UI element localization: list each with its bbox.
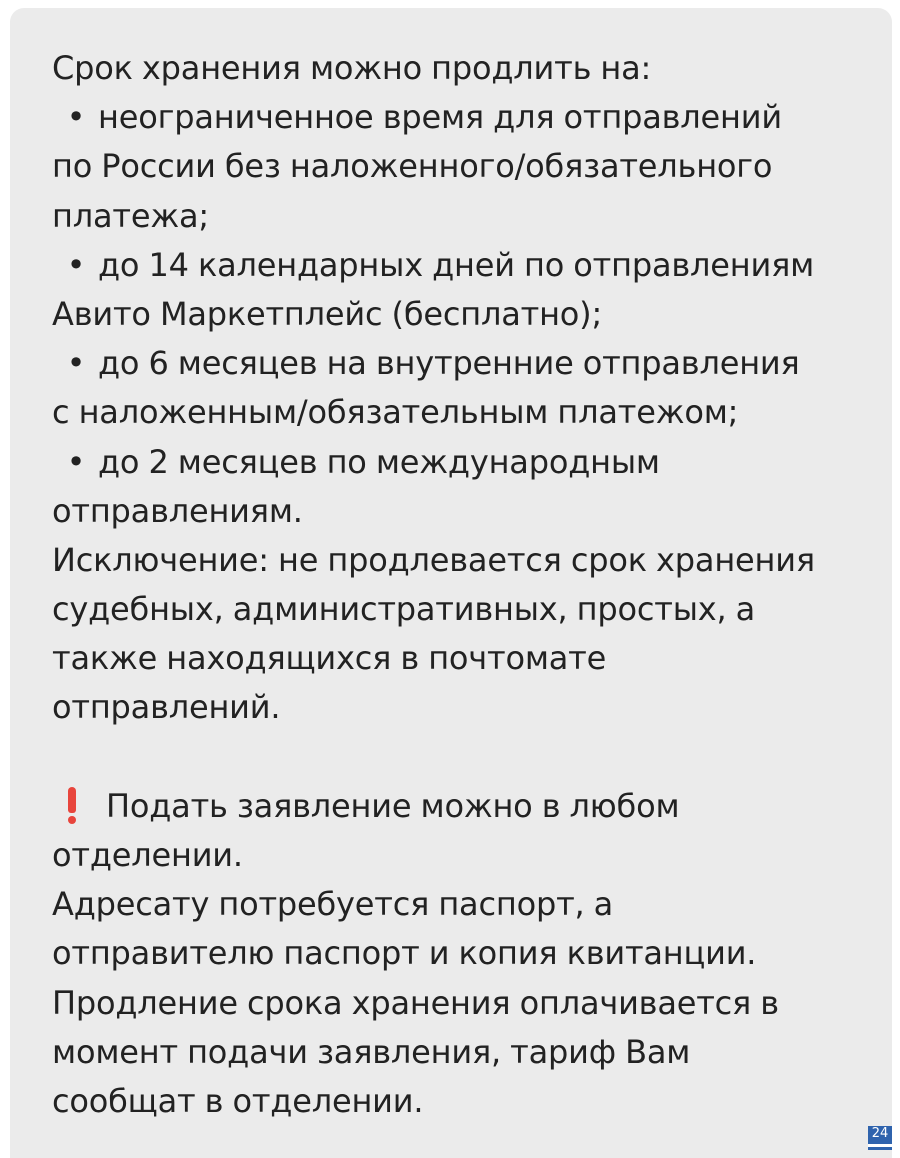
closing-line: сообщат в отделении. <box>52 1081 424 1120</box>
message-text <box>52 44 882 1126</box>
list-item-text: до 2 месяцев по международным <box>98 442 660 481</box>
notice-line: отделении. <box>52 836 243 874</box>
bullet-icon: • <box>66 245 86 284</box>
list-item-continuation: по России без наложенного/обязательного <box>52 147 773 186</box>
list-item <box>52 339 882 388</box>
list-item <box>52 93 882 142</box>
bullet-icon: • <box>66 344 86 383</box>
list-item-continuation: платежа; <box>52 196 209 235</box>
intro-line: Срок хранения можно продлить на: <box>52 49 652 87</box>
list-item-continuation: Авито Маркетплейс (бесплатно); <box>52 294 603 333</box>
closing-line: Продление срока хранения оплачивается в <box>52 983 779 1022</box>
list-item <box>52 438 882 487</box>
closing-line: отправителю паспорт и копия квитанции. <box>52 934 757 973</box>
notice-text: Подать заявление можно в любом <box>106 786 680 825</box>
exclamation-mark-icon <box>64 783 80 823</box>
closing-line: Адресату потребуется паспорт, а <box>52 885 614 924</box>
exception-line: также находящихся в почтомате <box>52 639 607 678</box>
list-item <box>52 241 882 290</box>
watermark-badge: 24 <box>868 1126 892 1147</box>
exception-line: отправлений. <box>52 688 281 727</box>
list-item-text: до 14 календарных дней по отправлениям <box>98 245 815 284</box>
list-item-text: неограниченное время для отправлений <box>98 98 782 137</box>
list-item-text: до 6 месяцев на внутренние отправления <box>98 344 800 383</box>
exception-line: Исключение: не продлевается срок хранения <box>52 540 815 579</box>
closing-line: момент подачи заявления, тариф Вам <box>52 1032 691 1071</box>
bullet-icon: • <box>66 98 86 137</box>
list-item-continuation: отправлениям. <box>52 491 303 530</box>
notice-line <box>52 782 882 831</box>
blank-line <box>52 733 882 782</box>
list-item-continuation: с наложенным/обязательным платежом; <box>52 393 739 432</box>
bullet-icon: • <box>66 442 86 481</box>
exception-line: судебных, административных, простых, а <box>52 590 756 629</box>
